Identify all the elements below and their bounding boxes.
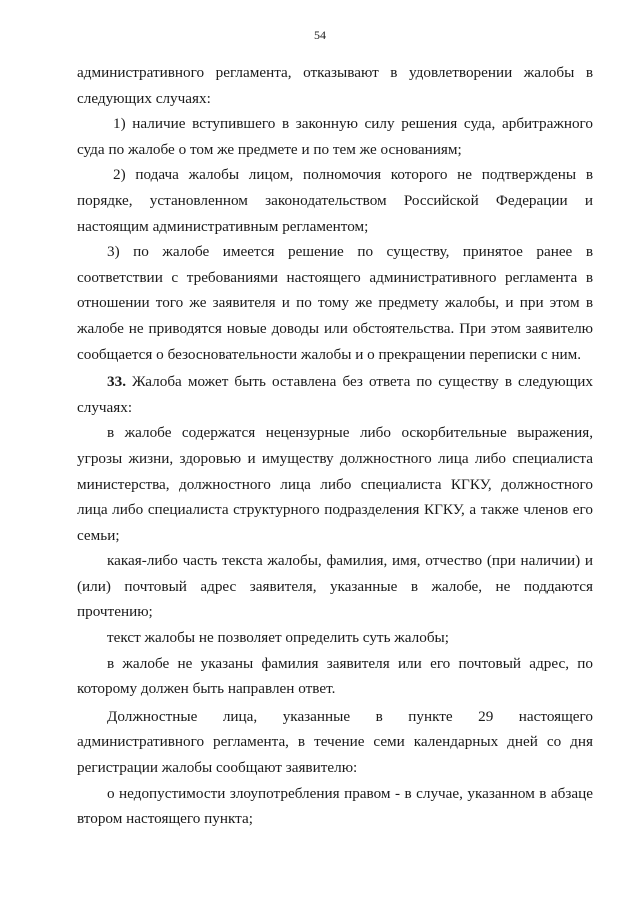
paragraph-officials-notify: Должностные лица, указанные в пункте 29 настоящего административного регламента, в течение семи календарных дней со дня регистрации жалобы сообщают заявителю:	[77, 707, 593, 777]
paragraph-obscene-language: в жалобе содержатся нецензурные либо оскорбительные выражения, угрозы жизни, здоровью и имуществу должностного лица либо специалиста министерства, должностного лица либо специалиста КГКУ, должностного лица либо специалиста структурного подразделения КГКУ, а также членов его семьи;	[77, 424, 593, 544]
page-number: 54	[314, 28, 326, 42]
paragraph-item-1: 1) наличие вступившего в законную силу решения суда, арбитражного суда по жалобе о том же предмете и по тем же основаниям;	[77, 115, 593, 158]
clause-33	[77, 369, 593, 420]
clause-33-text: Жалоба может быть оставлена без ответа по существу в следующих случаях:	[77, 373, 593, 416]
paragraph-missing-name-address: в жалобе не указаны фамилия заявителя или его почтовый адрес, по которому должен быть направлен ответ.	[77, 654, 593, 698]
paragraph-unreadable-text: какая-либо часть текста жалобы, фамилия, имя, отчество (при наличии) и (или) почтовый адрес заявителя, указанные в жалобе, не поддаются прочтению;	[77, 552, 593, 621]
paragraph-item-3: 3) по жалобе имеется решение по существу, принятое ранее в соответствии с требованиями настоящего административного регламента в отношении того же заявителя и по тому же предмету жалобы, и при этом в жалобе не приводятся новые доводы или обстоятельства. При этом заявителю сообщается о безосновательности жалобы и о прекращении переписки с ним.	[77, 243, 593, 363]
clause-number: 33.	[107, 373, 126, 391]
paragraph-item-2: 2) подача жалобы лицом, полномочия которого не подтверждены в порядке, установленном законодательством Российской Федерации и настоящим административным регламентом;	[77, 166, 593, 235]
paragraph-abuse-of-right: о недопустимости злоупотребления правом - в случае, указанном в абзаце втором настоящего пункта;	[77, 784, 593, 828]
document-body	[77, 60, 593, 832]
paragraph-regulation-refusal: административного регламента, отказывают в удовлетворении жалобы в следующих случаях:	[77, 64, 593, 107]
paragraph-undefined-essence: текст жалобы не позволяет определить суть жалобы;	[107, 629, 449, 647]
